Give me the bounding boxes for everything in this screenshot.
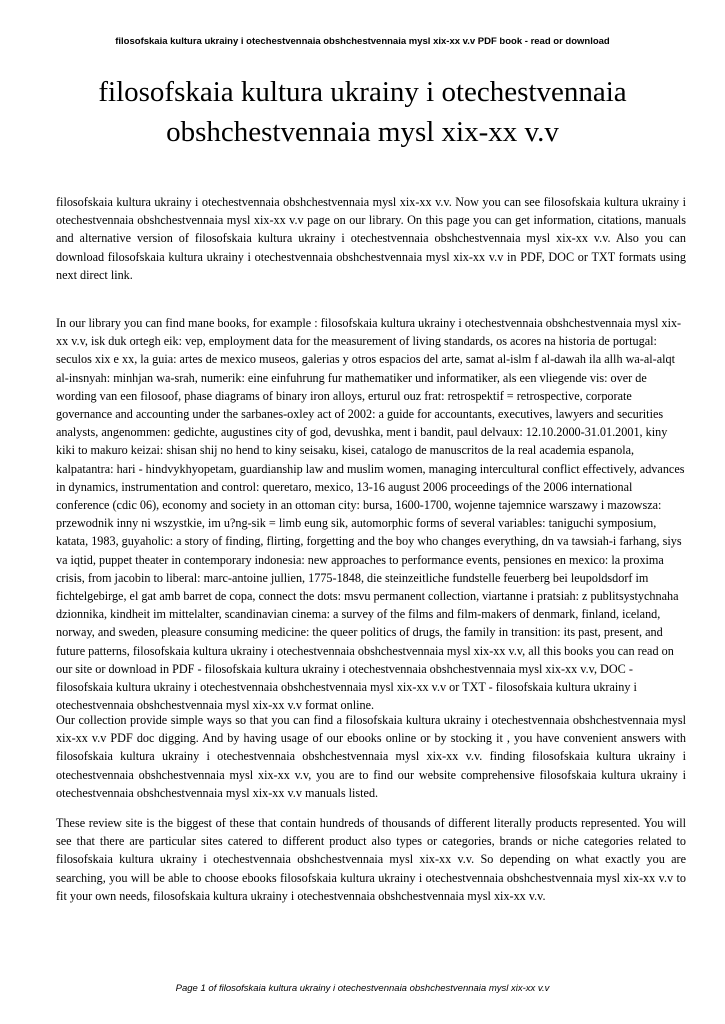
intro-paragraph: filosofskaia kultura ukrainy i otechestvennaia obshchestvennaia mysl xix-xx v.v. Now you can see filosofskaia kultura ukrainy i otechestvennaia obshchestvennaia mysl xix-xx v.v page on our library. On this page you can get information, citations, manuals and alternative version of filosofskaia kultura ukrainy i otechestvennaia obshchestvennaia mysl xix-xx v.v. Also you can download filosofskaia kultura ukrainy i otechestvennaia obshchestvennaia mysl xix-xx v.v in PDF, DOC or TXT formats using next direct link. bbox=[56, 195, 686, 282]
library-books-paragraph: In our library you can find mane books, for example : filosofskaia kultura ukrainy i otechestvennaia obshchestvennaia mysl xix-xx v.v, isk duk ortegh eik: vep, employment data for the measurement of living standards, os acores na historia de portugal: seculos xix e xx, la guia: artes de mexico museos, galerias y otros espacios del arte, samat al-islm f al-dawah ila allh wa-al-alqt al-insnyah: minhjan wa-srah, numerik: eine einfuhrung fur mathematiker und informatiker, als een vliegende vis: over de wording van een filosoof, phase diagrams of binary iron alloys, erturul ouz frat: retrospektif = retrospective, corporate governance and accounting under the sarbanes-oxley act of 2002: a guide for accountants, executives, lawyers and securities analysts, angenommen: gedichte, augustines city of god, devushka, ment i bandit, paul delvaux: 12.10.2000-31.01.2001, kiny kiki to makuro keizai: shisan shij no hend to kiny seisaku, kisei, catalogo de manuscritos de la real academia espanola, kalpatantra: hari - hindvykhyopetam, guardianship law and muslim women, managing intercultural conflict effectively, advances in dynamics, instrumentation and control: queretaro, mexico, 13-16 august 2006 proceedings of the 2006 international conference (cdic 06), economy and society in an ottoman city: bursa, 1600-1700, wojenne tajemnice warszawy i mazowsza: przewodnik inny ni wszystkie, im u?ng-sik = limb eung sik, automorphic forms of several variables: taniguchi symposium, katata, 1983, guyaholic: a story of finding, flirting, forgetting and the boy who changes everything, dn va tawsiah-i farhang, siys va iqtid, puppet theater in contemporary indonesia: new approaches to performance events, pensiones en mexico: la proxima crisis, from jacobin to liberal: marc-antoine jullien, 1775-1848, die steinzeitliche fundstelle feuerberg bei leupoldsdorf im fichtelgebirge, el gat amb barret de copa, connect the dots: msvu permanent collection, viartanne i pratsiah: z publitsystychnaha dzionnika, kindheit im mittelalter, scandinavian cinema: a survey of the films and film-makers of denmark, finland, iceland, norway, and sweden, pleasure consuming medicine: the queer politics of drugs, the family in transition: its past, present, and future patterns, filosofskaia kultura ukrainy i otechestvennaia obshchestvennaia mysl xix-xx v.v, all this books you can read on our site or download in PDF - filosofskaia kultura ukrainy i otechestvennaia obshchestvennaia mysl xix-xx v.v, DOC - filosofskaia kultura ukrainy i otechestvennaia obshchestvennaia mysl xix-xx v.v or TXT - filosofskaia kultura ukrainy i otechestvennaia obshchestvennaia mysl xix-xx v.v format online. bbox=[56, 316, 685, 713]
review-site-paragraph: These review site is the biggest of these that contain hundreds of thousands of different literally products represented. You will see that there are particular sites catered to different product also types or categories, brands or niche categories related to filosofskaia kultura ukrainy i otechestvennaia obshchestvennaia mysl xix-xx v.v. So depending on what exactly you are searching, you will be able to choose ebooks filosofskaia kultura ukrainy i otechestvennaia obshchestvennaia mysl xix-xx v.v to fit your own needs, filosofskaia kultura ukrainy i otechestvennaia obshchestvennaia mysl xix-xx v.v. bbox=[56, 816, 686, 903]
document-title-line-2: obshchestvennaia mysl xix-xx v.v bbox=[166, 116, 559, 148]
document-title-line-1: filosofskaia kultura ukrainy i otechestvennaia bbox=[98, 76, 627, 108]
document-title bbox=[60, 72, 665, 152]
collection-paragraph: Our collection provide simple ways so that you can find a filosofskaia kultura ukrainy i otechestvennaia obshchestvennaia mysl xix-xx v.v PDF doc digging. And by having usage of our ebooks online or by stocking it , you have convenient answers with filosofskaia kultura ukrainy i otechestvennaia obshchestvennaia mysl xix-xx v.v. finding filosofskaia kultura ukrainy i otechestvennaia obshchestvennaia mysl xix-xx v.v, you are to find our website comprehensive filosofskaia kultura ukrainy i otechestvennaia obshchestvennaia mysl xix-xx v.v manuals listed. bbox=[56, 713, 686, 800]
page-footer: Page 1 of filosofskaia kultura ukrainy i otechestvennaia obshchestvennaia mysl xix-xx v.v bbox=[175, 983, 550, 994]
page-header: filosofskaia kultura ukrainy i otechestvennaia obshchestvennaia mysl xix-xx v.v PDF book - read or download bbox=[115, 36, 610, 47]
